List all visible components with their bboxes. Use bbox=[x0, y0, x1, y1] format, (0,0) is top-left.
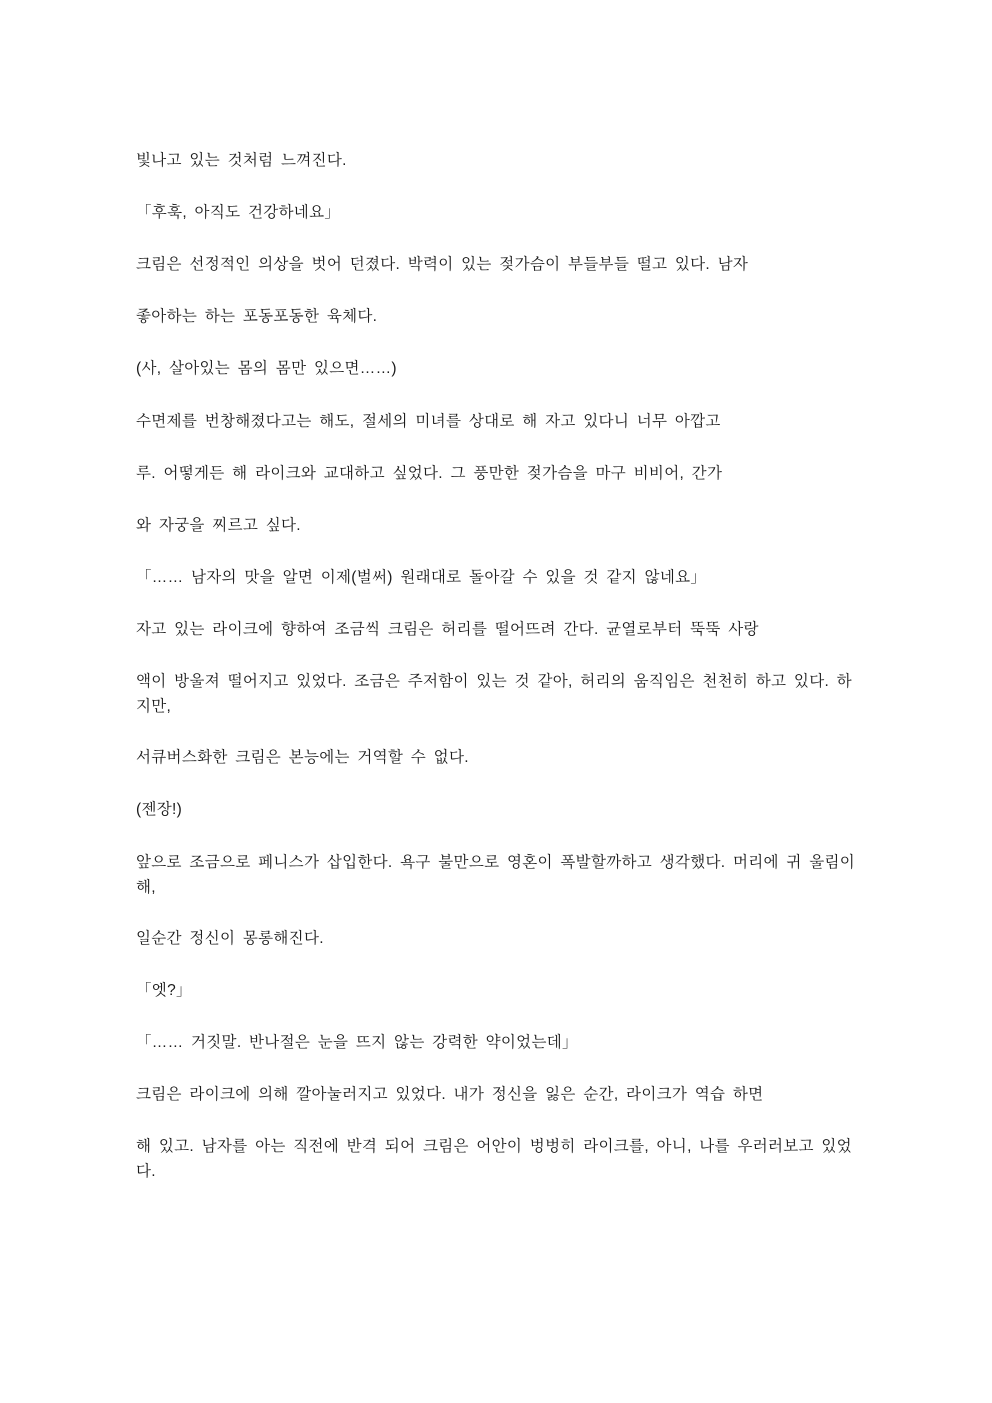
paragraph: 자고 있는 라이크에 향하여 조금씩 크림은 허리를 떨어뜨려 간다. 균열로부터 뚝뚝 사랑 bbox=[136, 620, 759, 638]
paragraph: 와 자궁을 찌르고 싶다. bbox=[136, 516, 301, 534]
paragraph: 해 있고. 남자를 아는 직전에 반격 되어 크림은 어안이 벙벙히 라이크를, 아니, 나를 우러러보고 있었다. bbox=[136, 1138, 852, 1181]
paragraph: 「엣?」 bbox=[136, 981, 192, 999]
paragraph: 루. 어떻게든 해 라이크와 교대하고 싶었다. 그 풍만한 젖가슴을 마구 비비어, 간가 bbox=[136, 464, 723, 482]
paragraph: (사, 살아있는 몸의 몸만 있으면……) bbox=[136, 360, 397, 378]
paragraph: 크림은 선정적인 의상을 벗어 던졌다. 박력이 있는 젖가슴이 부들부들 떨고 있다. 남자 bbox=[136, 256, 749, 274]
paragraph: 빛나고 있는 것처럼 느껴진다. bbox=[136, 152, 347, 169]
paragraph: 액이 방울져 떨어지고 있었다. 조금은 주저함이 있는 것 같아, 허리의 움직임은 천천히 하고 있다. 하지만, bbox=[136, 673, 852, 716]
paragraph: 일순간 정신이 몽롱해진다. bbox=[136, 929, 324, 947]
paragraph: 크림은 라이크에 의해 깔아눌러지고 있었다. 내가 정신을 잃은 순간, 라이크가 역습 하면 bbox=[136, 1086, 764, 1104]
paragraph: 「…… 거짓말. 반나절은 눈을 뜨지 않는 강력한 약이었는데」 bbox=[136, 1033, 578, 1051]
paragraph: 좋아하는 하는 포동포동한 육체다. bbox=[136, 308, 378, 326]
paragraph: 서큐버스화한 크림은 본능에는 거역할 수 없다. bbox=[136, 749, 469, 767]
paragraph: 앞으로 조금으로 페니스가 삽입한다. 욕구 불만으로 영혼이 폭발할까하고 생각했다. 머리에 귀 울림이 해, bbox=[136, 853, 856, 896]
paragraph: (젠장!) bbox=[136, 801, 183, 819]
paragraph: 「후훅, 아직도 건강하네요」 bbox=[136, 204, 341, 222]
paragraph: 「…… 남자의 맛을 알면 이제(벌써) 원래대로 돌아갈 수 있을 것 같지 않네요」 bbox=[136, 568, 707, 586]
document-text-body bbox=[136, 148, 856, 1184]
paragraph: 수면제를 번창해졌다고는 해도, 절세의 미녀를 상대로 해 자고 있다니 너무 아깝고 bbox=[136, 412, 721, 430]
